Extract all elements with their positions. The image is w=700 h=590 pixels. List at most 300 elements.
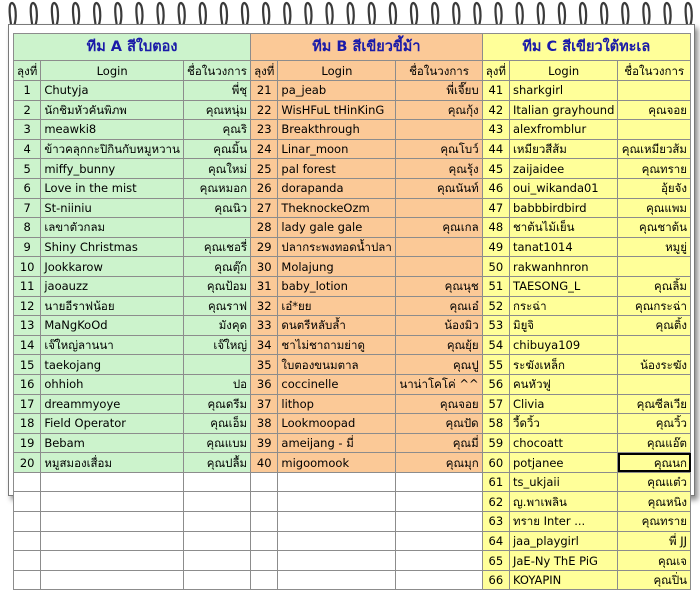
- member-login[interactable]: ameijang - มี่: [278, 433, 396, 453]
- member-nickname[interactable]: [618, 257, 691, 277]
- empty-cell[interactable]: [41, 492, 184, 512]
- member-login[interactable]: คนหัวฟู: [509, 374, 617, 394]
- empty-cell[interactable]: [183, 472, 250, 492]
- member-number[interactable]: 50: [482, 257, 509, 277]
- member-login[interactable]: Shiny Christmas: [41, 237, 184, 257]
- table-row: [14, 316, 691, 336]
- member-nickname[interactable]: คุณเหมียวส้ม: [618, 139, 691, 159]
- table-row: [14, 276, 691, 296]
- member-nickname[interactable]: คุณทราย: [618, 159, 691, 179]
- member-number[interactable]: 60: [482, 453, 509, 473]
- member-login[interactable]: MaNgKoOd: [41, 316, 184, 336]
- member-login[interactable]: ohhioh: [41, 374, 184, 394]
- empty-cell[interactable]: [41, 570, 184, 590]
- spiral-ring: [453, 3, 459, 26]
- member-nickname[interactable]: คุณมุก: [396, 453, 482, 473]
- member-nickname[interactable]: คุณหนิง: [618, 492, 691, 512]
- spiral-ring: [31, 3, 37, 26]
- member-number[interactable]: 21: [251, 81, 278, 101]
- empty-cell[interactable]: [14, 551, 41, 571]
- member-number[interactable]: 58: [482, 414, 509, 434]
- table-row: [14, 453, 691, 473]
- spiral-ring: [242, 3, 248, 26]
- member-number[interactable]: 30: [251, 257, 278, 277]
- member-number[interactable]: 56: [482, 374, 509, 394]
- member-login[interactable]: Molajung: [278, 257, 396, 277]
- member-login[interactable]: pa_jeab: [278, 81, 396, 101]
- empty-cell[interactable]: [41, 531, 184, 551]
- member-login[interactable]: นายอีราฟน้อย: [41, 296, 184, 316]
- table-row: [14, 335, 691, 355]
- table-row: [14, 394, 691, 414]
- member-login[interactable]: babbbirdbird: [509, 198, 617, 218]
- member-nickname[interactable]: คุณลิ้ม: [618, 276, 691, 296]
- spiral-ring: [622, 3, 628, 26]
- member-nickname[interactable]: คุณหมอก: [183, 178, 250, 198]
- member-nickname[interactable]: น้องมิว: [396, 316, 482, 336]
- member-nickname[interactable]: หมูยู่: [618, 237, 691, 257]
- member-nickname[interactable]: [396, 237, 482, 257]
- table-row: [14, 472, 691, 492]
- spiral-ring: [73, 3, 79, 26]
- table-row: [14, 570, 691, 590]
- member-login[interactable]: oui_wikanda01: [509, 178, 617, 198]
- member-nickname[interactable]: คุณเอ็ม: [183, 414, 250, 434]
- member-nickname[interactable]: มังคุด: [183, 316, 250, 336]
- member-login[interactable]: KOYAPIN: [509, 570, 617, 590]
- member-login[interactable]: มิยูจิ: [509, 316, 617, 336]
- member-nickname[interactable]: คุณนันท์: [396, 178, 482, 198]
- member-login[interactable]: เจ๊ใหญ่ลานนา: [41, 335, 184, 355]
- column-header-login[interactable]: Login: [41, 61, 184, 81]
- column-header-number[interactable]: ลุงที่: [14, 61, 41, 81]
- spiral-ring: [115, 3, 121, 26]
- table-row: [14, 100, 691, 120]
- member-login[interactable]: ระฆังเหล็ก: [509, 355, 617, 375]
- member-number[interactable]: 39: [251, 433, 278, 453]
- column-header-login[interactable]: Login: [509, 61, 617, 81]
- empty-cell[interactable]: [251, 512, 278, 532]
- member-login[interactable]: กระฉ่า: [509, 296, 617, 316]
- member-number[interactable]: 49: [482, 237, 509, 257]
- team-title[interactable]: ทีม B สีเขียวขี้ม้า: [251, 34, 483, 61]
- member-number[interactable]: 33: [251, 316, 278, 336]
- column-header-number[interactable]: ลุงที่: [251, 61, 278, 81]
- member-nickname[interactable]: พี่เจี๊ยบ: [396, 81, 482, 101]
- member-login[interactable]: Bebam: [41, 433, 184, 453]
- empty-cell[interactable]: [278, 492, 396, 512]
- spiral-ring: [474, 3, 480, 26]
- empty-cell[interactable]: [14, 512, 41, 532]
- member-login[interactable]: lithop: [278, 394, 396, 414]
- member-login[interactable]: ญ.พาเพลิน: [509, 492, 617, 512]
- member-nickname[interactable]: คุณมิ้น: [183, 139, 250, 159]
- spiral-ring: [221, 3, 227, 26]
- member-number[interactable]: 45: [482, 159, 509, 179]
- member-login[interactable]: Field Operator: [41, 414, 184, 434]
- member-number[interactable]: 48: [482, 218, 509, 238]
- member-number[interactable]: 32: [251, 296, 278, 316]
- member-login[interactable]: วี้ดวิ้ว: [509, 414, 617, 434]
- member-nickname[interactable]: คุณจอย: [396, 394, 482, 414]
- member-nickname[interactable]: คุณมี่: [396, 433, 482, 453]
- member-number[interactable]: 1: [14, 81, 41, 101]
- column-header-login[interactable]: Login: [278, 61, 396, 81]
- member-nickname[interactable]: คุณซีลเวีย: [618, 394, 691, 414]
- spiral-ring: [580, 3, 586, 26]
- member-number[interactable]: 55: [482, 355, 509, 375]
- member-number[interactable]: 64: [482, 531, 509, 551]
- member-login[interactable]: ข้าวคลุกกะปิกินกับหมูหวาน: [41, 139, 184, 159]
- member-number[interactable]: 7: [14, 198, 41, 218]
- member-nickname[interactable]: นาน่าโคโค่ ^^: [396, 374, 482, 394]
- member-login[interactable]: lady gale gale: [278, 218, 396, 238]
- member-nickname[interactable]: คุณแอ๊ต: [618, 433, 691, 453]
- empty-cell[interactable]: [278, 472, 396, 492]
- member-number[interactable]: 29: [251, 237, 278, 257]
- member-nickname[interactable]: คุณปลื้ม: [183, 453, 250, 473]
- member-nickname[interactable]: น้องระฆัง: [618, 355, 691, 375]
- member-nickname[interactable]: [618, 335, 691, 355]
- member-nickname[interactable]: คุณนิว: [183, 198, 250, 218]
- empty-cell[interactable]: [41, 512, 184, 532]
- member-number[interactable]: 41: [482, 81, 509, 101]
- empty-cell[interactable]: [183, 531, 250, 551]
- member-login[interactable]: ทราย Inter ...: [509, 512, 617, 532]
- empty-cell[interactable]: [41, 472, 184, 492]
- spiral-ring: [369, 3, 375, 26]
- member-login[interactable]: chocoatt: [509, 433, 617, 453]
- empty-cell[interactable]: [278, 512, 396, 532]
- empty-cell[interactable]: [251, 531, 278, 551]
- member-nickname[interactable]: [618, 120, 691, 140]
- member-login[interactable]: jaoauzz: [41, 276, 184, 296]
- member-number[interactable]: 16: [14, 374, 41, 394]
- member-number[interactable]: 9: [14, 237, 41, 257]
- spiral-ring: [326, 3, 332, 26]
- member-number[interactable]: 37: [251, 394, 278, 414]
- spiral-ring: [200, 3, 206, 26]
- table-row: [14, 374, 691, 394]
- member-number[interactable]: 28: [251, 218, 278, 238]
- member-nickname[interactable]: คุณกระฉ่า: [618, 296, 691, 316]
- member-nickname[interactable]: คุณตุ๊ก: [183, 257, 250, 277]
- empty-cell[interactable]: [396, 492, 482, 512]
- member-login[interactable]: sharkgirl: [509, 81, 617, 101]
- member-number[interactable]: 46: [482, 178, 509, 198]
- member-login[interactable]: หมูสมองเสื่อม: [41, 453, 184, 473]
- member-nickname[interactable]: คุณทราย: [618, 512, 691, 532]
- member-nickname[interactable]: คุณแพม: [618, 198, 691, 218]
- member-login[interactable]: chibuya109: [509, 335, 617, 355]
- empty-cell[interactable]: [396, 512, 482, 532]
- member-nickname[interactable]: คุณจอย: [618, 100, 691, 120]
- member-number[interactable]: 38: [251, 414, 278, 434]
- table-row: [14, 433, 691, 453]
- empty-cell[interactable]: [251, 570, 278, 590]
- member-login[interactable]: Clivia: [509, 394, 617, 414]
- member-nickname[interactable]: คุณแต๋ว: [618, 472, 691, 492]
- member-number[interactable]: 19: [14, 433, 41, 453]
- member-number[interactable]: 22: [251, 100, 278, 120]
- spiral-ring: [157, 3, 163, 26]
- member-login[interactable]: coccinelle: [278, 374, 396, 394]
- spiral-ring: [538, 3, 544, 26]
- member-number[interactable]: 20: [14, 453, 41, 473]
- member-login[interactable]: rakwanhnron: [509, 257, 617, 277]
- spiral-ring: [517, 3, 523, 26]
- member-nickname[interactable]: [183, 218, 250, 238]
- empty-cell[interactable]: [251, 472, 278, 492]
- member-nickname[interactable]: คุณนก: [618, 453, 691, 473]
- empty-cell[interactable]: [183, 512, 250, 532]
- member-number[interactable]: 24: [251, 139, 278, 159]
- empty-cell[interactable]: [278, 551, 396, 571]
- empty-cell[interactable]: [251, 551, 278, 571]
- member-number[interactable]: 15: [14, 355, 41, 375]
- table-row: [14, 531, 691, 551]
- member-number[interactable]: 23: [251, 120, 278, 140]
- member-nickname[interactable]: คุณวิ้ว: [618, 414, 691, 434]
- member-number[interactable]: 3: [14, 120, 41, 140]
- empty-cell[interactable]: [278, 531, 396, 551]
- member-nickname[interactable]: คุณปู: [396, 355, 482, 375]
- empty-cell[interactable]: [14, 531, 41, 551]
- empty-cell[interactable]: [183, 570, 250, 590]
- spiral-ring: [94, 3, 100, 26]
- empty-cell[interactable]: [183, 551, 250, 571]
- spiral-ring: [686, 3, 692, 26]
- member-login[interactable]: migoomook: [278, 453, 396, 473]
- member-login[interactable]: St-niiniu: [41, 198, 184, 218]
- member-number[interactable]: 47: [482, 198, 509, 218]
- member-nickname[interactable]: [618, 374, 691, 394]
- table-row: [14, 257, 691, 277]
- spiral-ring: [305, 3, 311, 26]
- member-nickname[interactable]: คุณชาต้น: [618, 218, 691, 238]
- member-login[interactable]: Italian grayhound: [509, 100, 617, 120]
- member-login[interactable]: Chutyja: [41, 81, 184, 101]
- member-nickname[interactable]: คุณใหม่: [183, 159, 250, 179]
- member-nickname[interactable]: คุณติ้ง: [618, 316, 691, 336]
- member-number[interactable]: 65: [482, 551, 509, 571]
- column-header-number[interactable]: ลุงที่: [482, 61, 509, 81]
- member-login[interactable]: pal forest: [278, 159, 396, 179]
- member-number[interactable]: 13: [14, 316, 41, 336]
- member-nickname[interactable]: คุณกุ้ง: [396, 100, 482, 120]
- empty-cell[interactable]: [14, 492, 41, 512]
- table-row: [14, 551, 691, 571]
- member-login[interactable]: meawki8: [41, 120, 184, 140]
- member-nickname[interactable]: คุณรุ้ง: [396, 159, 482, 179]
- member-nickname[interactable]: คุณเอ๋: [396, 296, 482, 316]
- column-header-nickname[interactable]: ชื่อในวงการ: [618, 61, 691, 81]
- member-login[interactable]: WisHFuL tHinKinG: [278, 100, 396, 120]
- member-nickname[interactable]: คุณริ: [183, 120, 250, 140]
- member-login[interactable]: ปลากระพงทอดน้ำปลา: [278, 237, 396, 257]
- member-nickname[interactable]: คุณราฟ: [183, 296, 250, 316]
- table-row: [14, 120, 691, 140]
- team-title[interactable]: ทีม C สีเขียวใต้ทะเล: [482, 34, 690, 61]
- member-number[interactable]: 25: [251, 159, 278, 179]
- member-nickname[interactable]: พี่ชุ: [183, 81, 250, 101]
- member-number[interactable]: 66: [482, 570, 509, 590]
- team-roster-table: [13, 33, 691, 590]
- team-title[interactable]: ทีม A สีใบตอง: [14, 34, 251, 61]
- member-login[interactable]: ดนตรีหลับล้ำ: [278, 316, 396, 336]
- table-row: [14, 81, 691, 101]
- member-nickname[interactable]: [396, 198, 482, 218]
- member-nickname[interactable]: คุณโบว์: [396, 139, 482, 159]
- member-number[interactable]: 11: [14, 276, 41, 296]
- member-number[interactable]: 31: [251, 276, 278, 296]
- member-login[interactable]: Linar_moon: [278, 139, 396, 159]
- member-nickname[interactable]: คุณปัด: [396, 414, 482, 434]
- member-number[interactable]: 17: [14, 394, 41, 414]
- table-row: [14, 139, 691, 159]
- member-number[interactable]: 5: [14, 159, 41, 179]
- notebook-page: [8, 24, 695, 588]
- empty-cell[interactable]: [396, 472, 482, 492]
- member-login[interactable]: TAESONG_L: [509, 276, 617, 296]
- member-number[interactable]: 34: [251, 335, 278, 355]
- member-login[interactable]: baby_lotion: [278, 276, 396, 296]
- member-nickname[interactable]: คุณหนุ่ม: [183, 100, 250, 120]
- member-nickname[interactable]: ปอ: [183, 374, 250, 394]
- member-nickname[interactable]: คุณแบม: [183, 433, 250, 453]
- member-login[interactable]: Love in the mist: [41, 178, 184, 198]
- spiral-ring: [664, 3, 670, 26]
- member-number[interactable]: 42: [482, 100, 509, 120]
- empty-cell[interactable]: [396, 551, 482, 571]
- member-login[interactable]: alexfromblur: [509, 120, 617, 140]
- member-nickname[interactable]: คุณป้อม: [183, 276, 250, 296]
- spiral-ring: [136, 3, 142, 26]
- member-nickname[interactable]: คุณนุช: [396, 276, 482, 296]
- member-number[interactable]: 18: [14, 414, 41, 434]
- empty-cell[interactable]: [183, 492, 250, 512]
- column-header-nickname[interactable]: ชื่อในวงการ: [396, 61, 482, 81]
- member-number[interactable]: 36: [251, 374, 278, 394]
- spiral-ring: [390, 3, 396, 26]
- member-number[interactable]: 2: [14, 100, 41, 120]
- spiral-ring: [601, 3, 607, 26]
- member-login[interactable]: ชาไม่ชาถามย่าดู: [278, 335, 396, 355]
- empty-cell[interactable]: [14, 570, 41, 590]
- member-login[interactable]: เลขาตัวกลม: [41, 218, 184, 238]
- member-nickname[interactable]: [396, 120, 482, 140]
- empty-cell[interactable]: [14, 472, 41, 492]
- column-header-nickname[interactable]: ชื่อในวงการ: [183, 61, 250, 81]
- member-login[interactable]: potjanee: [509, 453, 617, 473]
- member-login[interactable]: taekojang: [41, 355, 184, 375]
- member-nickname[interactable]: อุ้ยจัง: [618, 178, 691, 198]
- member-nickname[interactable]: [618, 81, 691, 101]
- table-row: [14, 296, 691, 316]
- empty-cell[interactable]: [41, 551, 184, 571]
- member-number[interactable]: 40: [251, 453, 278, 473]
- member-number[interactable]: 52: [482, 296, 509, 316]
- member-login[interactable]: เอ๋*ยย: [278, 296, 396, 316]
- member-login[interactable]: dorapanda: [278, 178, 396, 198]
- member-nickname[interactable]: คุณเจ: [618, 551, 691, 571]
- member-login[interactable]: ใบตองขนมตาล: [278, 355, 396, 375]
- member-login[interactable]: เหมียวสีส้ม: [509, 139, 617, 159]
- empty-cell[interactable]: [251, 492, 278, 512]
- member-login[interactable]: zaijaidee: [509, 159, 617, 179]
- member-nickname[interactable]: พี่ JJ: [618, 531, 691, 551]
- member-number[interactable]: 4: [14, 139, 41, 159]
- empty-cell[interactable]: [396, 570, 482, 590]
- member-number[interactable]: 59: [482, 433, 509, 453]
- member-nickname[interactable]: [396, 257, 482, 277]
- member-login[interactable]: tanat1014: [509, 237, 617, 257]
- member-number[interactable]: 61: [482, 472, 509, 492]
- spiral-ring: [411, 3, 417, 26]
- spiral-ring: [179, 3, 185, 26]
- member-number[interactable]: 6: [14, 178, 41, 198]
- spiral-ring: [495, 3, 501, 26]
- member-number[interactable]: 63: [482, 512, 509, 532]
- member-nickname[interactable]: คุณดรีม: [183, 394, 250, 414]
- member-number[interactable]: 44: [482, 139, 509, 159]
- spiral-ring: [263, 3, 269, 26]
- member-login[interactable]: Breakthrough: [278, 120, 396, 140]
- table-row: [14, 414, 691, 434]
- member-login[interactable]: JaE-Ny ThE PiG: [509, 551, 617, 571]
- member-nickname[interactable]: [183, 355, 250, 375]
- member-nickname[interactable]: คุณเชอรี่: [183, 237, 250, 257]
- table-row: [14, 512, 691, 532]
- member-login[interactable]: Lookmoopad: [278, 414, 396, 434]
- member-login[interactable]: ts_ukjaii: [509, 472, 617, 492]
- member-number[interactable]: 62: [482, 492, 509, 512]
- empty-cell[interactable]: [396, 531, 482, 551]
- spiral-ring: [10, 3, 16, 26]
- table-row: [14, 218, 691, 238]
- member-number[interactable]: 12: [14, 296, 41, 316]
- member-nickname[interactable]: คุณยุ้ย: [396, 335, 482, 355]
- member-nickname[interactable]: คุณปิ่น: [618, 570, 691, 590]
- member-number[interactable]: 53: [482, 316, 509, 336]
- member-number[interactable]: 26: [251, 178, 278, 198]
- member-login[interactable]: นักชิมหัวคันพิภพ: [41, 100, 184, 120]
- member-number[interactable]: 8: [14, 218, 41, 238]
- table-row: [14, 159, 691, 179]
- member-number[interactable]: 57: [482, 394, 509, 414]
- table-row: [14, 492, 691, 512]
- member-number[interactable]: 35: [251, 355, 278, 375]
- member-login[interactable]: jaa_playgirl: [509, 531, 617, 551]
- empty-cell[interactable]: [278, 570, 396, 590]
- member-nickname[interactable]: เจ๊ใหญ่: [183, 335, 250, 355]
- member-number[interactable]: 14: [14, 335, 41, 355]
- member-login[interactable]: TheknockeOzm: [278, 198, 396, 218]
- member-login[interactable]: miffy_bunny: [41, 159, 184, 179]
- member-number[interactable]: 10: [14, 257, 41, 277]
- member-number[interactable]: 43: [482, 120, 509, 140]
- member-number[interactable]: 27: [251, 198, 278, 218]
- member-number[interactable]: 51: [482, 276, 509, 296]
- table-row: [14, 198, 691, 218]
- spreadsheet: [13, 33, 691, 590]
- spiral-ring: [348, 3, 354, 26]
- member-number[interactable]: 54: [482, 335, 509, 355]
- member-nickname[interactable]: คุณเกล: [396, 218, 482, 238]
- member-login[interactable]: ชาต้นไม้เย็น: [509, 218, 617, 238]
- member-login[interactable]: dreammyoye: [41, 394, 184, 414]
- member-login[interactable]: Jookkarow: [41, 257, 184, 277]
